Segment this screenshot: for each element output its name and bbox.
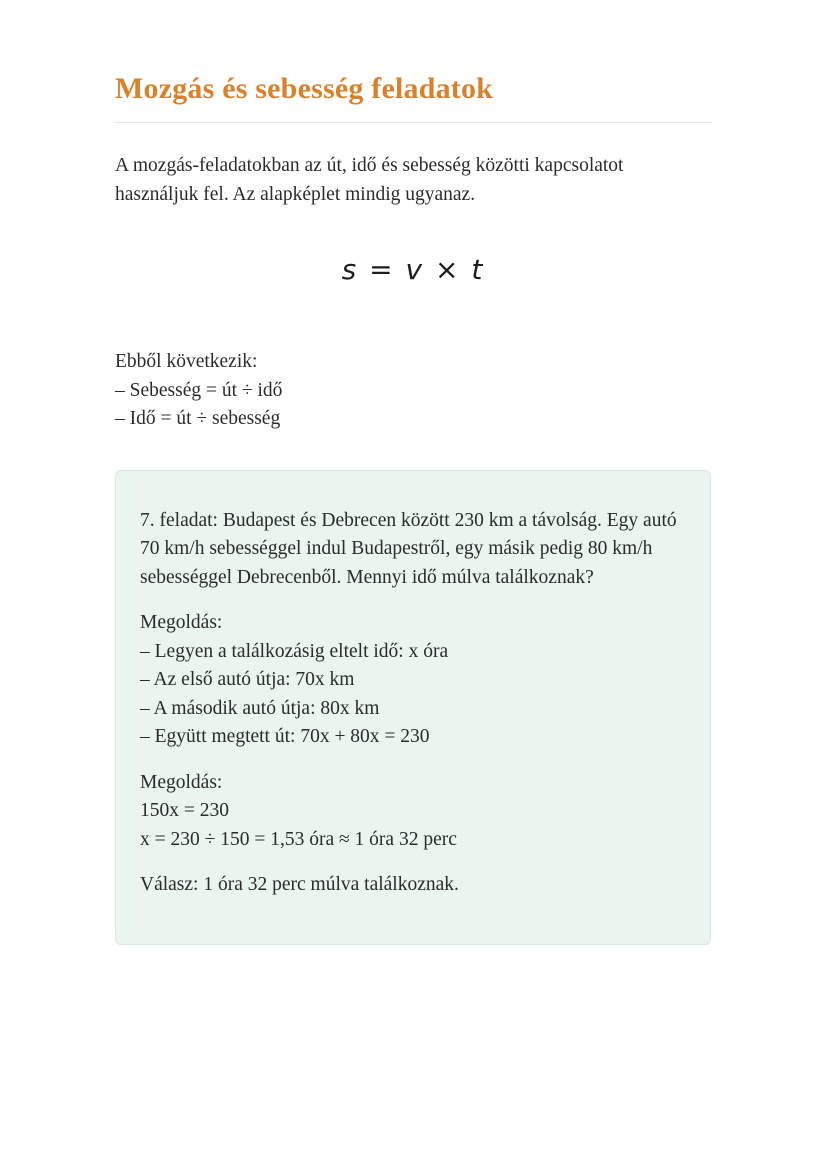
title-divider bbox=[115, 122, 711, 123]
solution-setup-item: – Az első autó útja: 70x km bbox=[140, 669, 355, 690]
solution-calc-lead: Megoldás: bbox=[140, 771, 223, 793]
answer-line: Válasz: 1 óra 32 perc múlva találkoznak. bbox=[140, 874, 459, 895]
problem-statement: 7. feladat: Budapest és Debrecen között 230 km a távolság. Egy autó 70 km/h sebességgel indul Budapestről, egy másik pedig 80 km/h sebességgel Debrecenből. Mennyi idő múlva találkoznak? bbox=[140, 509, 677, 588]
derivation-lead: Ebből következik: bbox=[115, 351, 258, 372]
derivation-item-time: – Idő = út ÷ sebesség bbox=[115, 408, 281, 429]
formula-display: s = v × t bbox=[341, 253, 485, 286]
solution-setup-lead: Megoldás: bbox=[140, 612, 223, 633]
solution-setup-section bbox=[140, 609, 686, 752]
derivation-section bbox=[115, 348, 711, 434]
solution-calc-line: x = 230 ÷ 150 = 1,53 óra ≈ 1 óra 32 perc bbox=[140, 828, 457, 850]
solution-setup-item: – A második autó útja: 80x km bbox=[140, 697, 380, 719]
intro-paragraph: A mozgás-feladatokban az út, idő és sebesség közötti kapcsolatot használjuk fel. Az alapképlet mindig ugyanaz. bbox=[115, 155, 624, 205]
solution-setup-item: – Együtt megtett út: 70x + 80x = 230 bbox=[140, 726, 430, 747]
solution-setup-item: – Legyen a találkozásig eltelt idő: x óra bbox=[140, 640, 449, 662]
solution-calc-line: 150x = 230 bbox=[140, 800, 229, 821]
derivation-item-speed: – Sebesség = út ÷ idő bbox=[115, 379, 283, 401]
document-page bbox=[115, 0, 711, 945]
page-title: Mozgás és sebesség feladatok bbox=[115, 72, 494, 105]
solution-calculation-section bbox=[140, 769, 686, 855]
problem-box bbox=[115, 470, 711, 945]
